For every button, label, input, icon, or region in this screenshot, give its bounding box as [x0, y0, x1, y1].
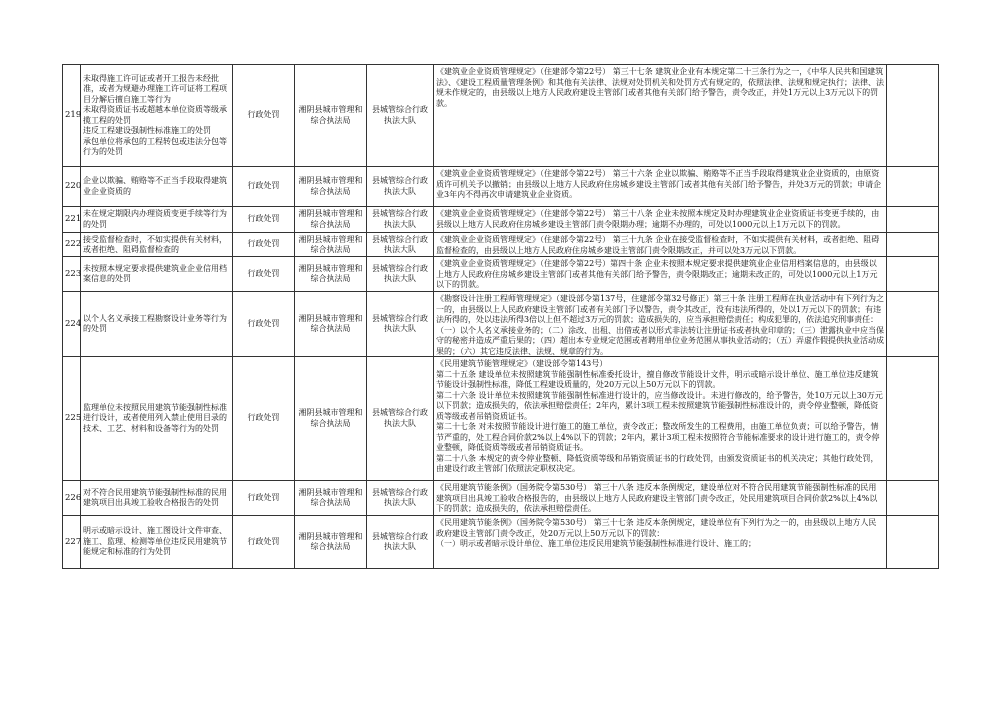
- item-category-text: 行政处罚: [247, 536, 280, 546]
- enforcement-unit: [367, 233, 434, 257]
- department-text: 湘阴县城市管理和综合执法局: [298, 531, 363, 551]
- row-number-text: 223: [65, 268, 82, 279]
- legal-basis-text: 《建筑业企业资质管理规定》（住建部令第22号） 第三十六条 企业以欺骗、贿赂等不正当手段取得建筑业企业资质的，由原资质许可机关予以撤销；由县级以上地方人民政府住房城乡建设主管部门或者其他有关部门给予警告，并处3万元的罚款；申请企业3年内不得再次申请建筑业企业资质。: [436, 169, 882, 199]
- item-category-text: 行政处罚: [247, 181, 280, 191]
- department: [295, 292, 367, 357]
- department: [295, 233, 367, 257]
- legal-basis: [434, 516, 887, 569]
- table-row: [63, 516, 939, 569]
- department-text: 湘阴县城市管理和综合执法局: [298, 408, 363, 428]
- table-row: [63, 233, 939, 257]
- row-number: [63, 481, 81, 516]
- item-category: [233, 167, 295, 207]
- item-name: [81, 516, 233, 569]
- remarks: [887, 167, 939, 207]
- row-number-text: 224: [65, 318, 82, 329]
- department: [295, 481, 367, 516]
- row-number-text: 226: [65, 492, 82, 503]
- item-category: [233, 481, 295, 516]
- legal-basis-text: 《建筑业企业资质管理规定》（住建部令第22号）第四十条 企业未按照本规定要求提供建筑业企业信用档案信息的，由县级以上地方人民政府住房城乡建设主管部门或者其他有关部门给予警告，责令限期改正；逾期未改正的，可处以1000元以上1万元以下的罚款。: [436, 259, 878, 289]
- remarks: [887, 292, 939, 357]
- department: [295, 357, 367, 481]
- department: [295, 516, 367, 569]
- item-name: [81, 65, 233, 167]
- enforcement-unit: [367, 292, 434, 357]
- legal-basis: [434, 257, 887, 292]
- legal-basis-text: 《民用建筑节能条例》（国务院令第530号） 第三十七条 违反本条例规定，建设单位有下列行为之一的，由县级以上地方人民政府建设主管部门责令改正，处20万元以上50万元以下的罚款： （一）明示或者暗示设计单位、施工单位违反民用建筑节能强制性标准进行设计、施工的；: [436, 518, 877, 548]
- row-number-text: 225: [65, 413, 82, 424]
- legal-basis: [434, 65, 887, 167]
- department: [295, 257, 367, 292]
- item-category: [233, 207, 295, 233]
- enforcement-unit: [367, 481, 434, 516]
- item-name-text: 企业以欺骗、贿赂等不正当手段取得建筑业企业资质的: [83, 176, 227, 196]
- row-number: [63, 292, 81, 357]
- item-name-text: 接受监督检查时，不如实提供有关材料，或者拒绝、阻碍监督检查的: [83, 234, 227, 254]
- item-name-text: 未在规定期限内办理资质变更手续等行为的处罚: [83, 209, 227, 229]
- enforcement-unit-text: 县城管综合行政执法大队: [372, 105, 428, 125]
- enforcement-unit-text: 县城管综合行政执法大队: [372, 408, 428, 428]
- item-category: [233, 516, 295, 569]
- item-name: [81, 167, 233, 207]
- item-name-text: 以个人名义承接工程勘察设计业务等行为的处罚: [83, 313, 227, 333]
- item-name-text: 未按照本规定要求提供建筑业企业信用档案信息的处罚: [83, 263, 227, 283]
- enforcement-unit-text: 县城管综合行政执法大队: [372, 313, 428, 333]
- item-name-text: 监理单位未按照民用建筑节能强制性标准进行设计，或者使用列入禁止使用目录的技术、工艺、材料和设备等行为的处罚: [83, 402, 227, 433]
- enforcement-unit: [367, 65, 434, 167]
- enforcement-unit-text: 县城管综合行政执法大队: [372, 263, 428, 283]
- row-number: [63, 233, 81, 257]
- item-category-text: 行政处罚: [247, 492, 280, 502]
- row-number-text: 220: [65, 181, 82, 192]
- department: [295, 167, 367, 207]
- department-text: 湘阴县城市管理和综合执法局: [298, 487, 363, 507]
- enforcement-unit-text: 县城管综合行政执法大队: [372, 176, 428, 196]
- item-name: [81, 292, 233, 357]
- row-number: [63, 207, 81, 233]
- enforcement-unit-text: 县城管综合行政执法大队: [372, 209, 428, 229]
- department-text: 湘阴县城市管理和综合执法局: [298, 176, 363, 196]
- table-row: [63, 257, 939, 292]
- item-category-text: 行政处罚: [247, 110, 280, 120]
- table-row: [63, 292, 939, 357]
- item-name-text: 对不符合民用建筑节能强制性标准的民用建筑项目出具竣工验收合格报告的处罚: [83, 487, 227, 507]
- item-category-text: 行政处罚: [247, 318, 280, 328]
- row-number-text: 222: [65, 239, 82, 250]
- enforcement-unit: [367, 357, 434, 481]
- item-category-text: 行政处罚: [247, 413, 280, 423]
- remarks: [887, 357, 939, 481]
- legal-basis: [434, 233, 887, 257]
- table-row: [63, 481, 939, 516]
- item-name-text: 未取得施工许可证或者开工报告未经批准，或者为规避办理施工许可证将工程项目分解后擅自施工等行为 未取得资质证书或超越本单位资质等级承揽工程的处罚 违反工程建设强制性标准施工的处罚 承包单位将承包的工程转包或违法分包等行为的处罚: [83, 73, 227, 156]
- item-name: [81, 233, 233, 257]
- remarks: [887, 516, 939, 569]
- enforcement-table: [62, 64, 939, 569]
- item-name-text: 明示或暗示设计、施工图设计文件审查、施工、监理、检测等单位违反民用建筑节能规定和标准的行为处罚: [83, 526, 227, 557]
- row-number-text: 221: [65, 214, 82, 225]
- legal-basis-text: 《民用建筑节能条例》（国务院令第530号） 第三十八条 违反本条例规定，建设单位对不符合民用建筑节能强制性标准的民用建筑项目出具竣工验收合格报告的，由县级以上地方人民政府建设主管部门责令改正，处民用建筑项目合同价款2%以上4%以下的罚款；造成损失的，依法承担赔偿责任。: [436, 483, 878, 513]
- item-category-text: 行政处罚: [247, 268, 280, 278]
- table-row: [63, 357, 939, 481]
- legal-basis-text: 《建筑业企业资质管理规定》（住建部令第22号） 第三十八条 企业未按照本规定及时办理建筑业企业资质证书变更手续的，由县级以上地方人民政府住房城乡建设主管部门责令限期办理；逾期不办理的，可处以1000元以上1万元以下的罚款。: [436, 209, 880, 229]
- row-number: [63, 257, 81, 292]
- table-row: [63, 167, 939, 207]
- item-name: [81, 257, 233, 292]
- table-row: [63, 207, 939, 233]
- table-row: [63, 65, 939, 167]
- row-number-text: 227: [65, 536, 82, 547]
- item-category: [233, 233, 295, 257]
- row-number: [63, 516, 81, 569]
- enforcement-unit-text: 县城管综合行政执法大队: [372, 487, 428, 507]
- enforcement-unit-text: 县城管综合行政执法大队: [372, 234, 428, 254]
- remarks: [887, 65, 939, 167]
- item-category-text: 行政处罚: [247, 239, 280, 249]
- item-name: [81, 481, 233, 516]
- item-category-text: 行政处罚: [247, 214, 280, 224]
- enforcement-unit: [367, 516, 434, 569]
- remarks: [887, 257, 939, 292]
- remarks: [887, 481, 939, 516]
- department-text: 湘阴县城市管理和综合执法局: [298, 105, 363, 125]
- legal-basis: [434, 207, 887, 233]
- department-text: 湘阴县城市管理和综合执法局: [298, 209, 363, 229]
- legal-basis: [434, 481, 887, 516]
- department: [295, 65, 367, 167]
- legal-basis: [434, 357, 887, 481]
- remarks: [887, 207, 939, 233]
- legal-basis: [434, 167, 887, 207]
- item-category: [233, 292, 295, 357]
- enforcement-unit: [367, 167, 434, 207]
- department-text: 湘阴县城市管理和综合执法局: [298, 234, 363, 254]
- legal-basis-text: 《民用建筑节能管理规定》（建设部令第143号） 第二十五条 建设单位未按照建筑节能强制性标准委托设计，擅自修改节能设计文件，明示或暗示设计单位、施工单位违反建筑节能设计强制性标准，降低工程建设质量的，处20万元以上50万元以下的罚款。 第二十六条 设计单位未按照建筑节能强制性标准进行设计的，应当修改设计。未进行修改的，给予警告，处10万元以上30万元以下罚款；造成损失的，依法承担赔偿责任；2年内，累计3项工程未按照建筑节能强制性标准设计的，责令停业整顿，降低资质等级或者吊销资质证书。 第二十七条 对未按照节能设计进行施工的施工单位，责令改正；整改所发生的工程费用，由施工单位负责；可以给予警告，情节严重的，处工程合同价款2%以上4%以下的罚款；2年内，累计3项工程未按照符合节能标准要求的设计进行施工的，责令停业整顿，降低资质等级或者吊销资质证书。 第二十八条 本规定的责令停业整顿、降低资质等级和吊销资质证书的行政处罚，由颁发资质证书的机关决定；其他行政处罚，由建设行政主管部门依照法定职权决定。: [436, 359, 883, 473]
- row-number-text: 219: [65, 110, 82, 121]
- enforcement-unit: [367, 257, 434, 292]
- remarks: [887, 233, 939, 257]
- row-number: [63, 65, 81, 167]
- row-number: [63, 357, 81, 481]
- enforcement-unit: [367, 207, 434, 233]
- legal-basis-text: 《建筑业企业资质管理规定》（住建部令第22号） 第三十九条 企业在接受监督检查时，不如实提供有关材料，或者拒绝、阻碍监督检查的，由县级以上地方人民政府住房城乡建设主管部门责令限期改正，并可以处3万元以下罚款。: [436, 235, 880, 255]
- legal-basis-text: 《勘察设计注册工程师管理规定》（建设部令第137号，住建部令第32号修正）第三十条 注册工程师在执业活动中有下列行为之一的，由县级以上人民政府建设主管部门或者有关部门予以警告，责令其改正，没有违法所得的，处以1万元以下的罚款；有违法所得的，处以违法所得3倍以上但不超过3万元的罚款；造成损失的，应当承担赔偿责任；构成犯罪的，依法追究刑事责任：（一）以个人名义承接业务的；（二）涂改、出租、出借或者以形式非法转让注册证书或者执业印章的；（三）泄露执业中应当保守的秘密并造成严重后果的；（四）超出本专业规定范围或者聘用单位业务范围从事执业活动的；（五）弄虚作假提供执业活动成果的；（六）其它违反法律、法规、规章的行为。: [436, 294, 884, 356]
- item-name: [81, 357, 233, 481]
- item-name: [81, 207, 233, 233]
- item-category: [233, 257, 295, 292]
- item-category: [233, 357, 295, 481]
- item-category: [233, 65, 295, 167]
- row-number: [63, 167, 81, 207]
- legal-basis: [434, 292, 887, 357]
- legal-basis-text: 《建筑业企业资质管理规定》（住建部令第22号） 第三十七条 建筑业企业有本规定第二十三条行为之一，《中华人民共和国建筑法》、《建设工程质量管理条例》和其他有关法律、法规对处罚机关和处罚方式有规定的，依照法律、法规和规定执行；法律、法规未作规定的，由县级以上地方人民政府建设主管部门或者其他有关部门给予警告，责令改正，并处1万元以上3万元以下的罚款。: [436, 67, 884, 108]
- table-body: [63, 65, 939, 569]
- enforcement-unit-text: 县城管综合行政执法大队: [372, 531, 428, 551]
- department-text: 湘阴县城市管理和综合执法局: [298, 263, 363, 283]
- department-text: 湘阴县城市管理和综合执法局: [298, 313, 363, 333]
- department: [295, 207, 367, 233]
